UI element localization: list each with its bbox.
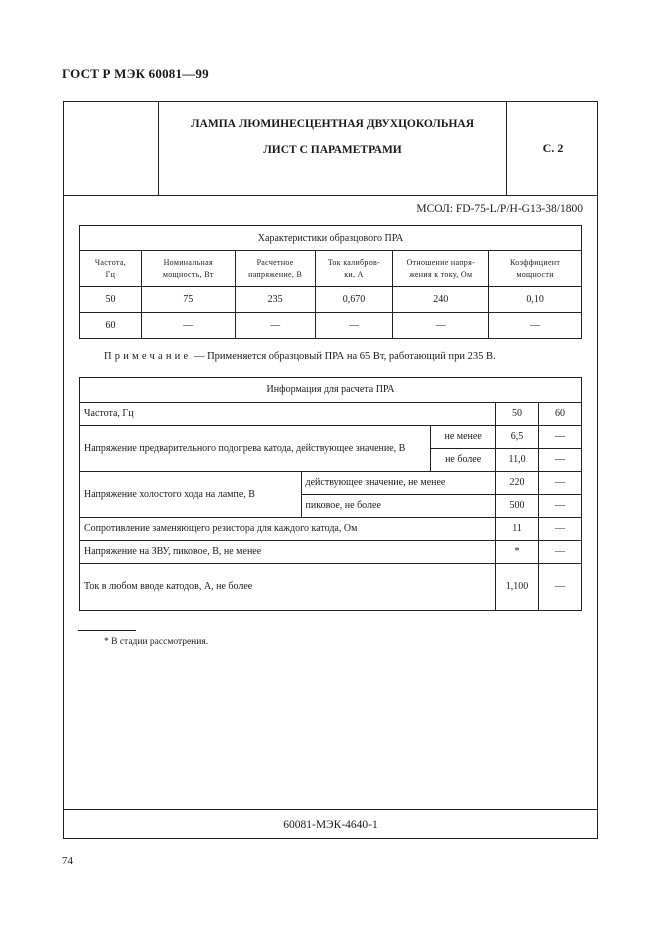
column-header: Расчетное напряжение, В [235,251,315,287]
table-note [104,351,496,362]
table-caption: Информация для расчета ПРА [80,378,582,403]
table-row: 50 75 235 0,670 240 0,10 [80,287,582,313]
column-header: Отношение напря- жения к току, Ом [393,251,489,287]
footnote-separator [78,630,136,631]
note-label: Примечание [104,351,192,362]
column-header: Частота, Гц [80,251,142,287]
note-text: — Применяется образцовый ПРА на 65 Вт, работающий при 235 В. [193,351,496,362]
table-row: не более 11,0 — [80,449,582,472]
sheet-footer-code: 60081-МЭК-4640-1 [283,819,378,831]
reference-ballast-table [79,225,582,339]
column-header: Номинальная мощность, Вт [141,251,235,287]
table-row: Напряжение холостого хода на лампе, В действующее значение, не менее 220 — [80,472,582,495]
footnote: * В стадии рассмотрения. [104,637,209,647]
sheet-subtitle: ЛИСТ С ПАРАМЕТРАМИ [263,144,402,156]
column-header: Коэффициент мощности [489,251,582,287]
standard-designation: ГОСТ Р МЭК 60081—99 [62,66,209,81]
table-row: 60 — — — — — [80,313,582,339]
sheet-page-label: С. 2 [542,141,564,155]
table-row: Ток в любом вводе катодов, А, не более 1,100 — [80,564,582,611]
ballast-calculation-table [79,377,582,611]
lamp-model-code: МСОЛ: FD-75-L/P/H-G13-38/1800 [416,203,583,215]
table-row: пиковое, не более 500 — [80,495,582,518]
table-row: Напряжение на ЗВУ, пиковое, В, не менее * — [80,541,582,564]
sheet-title: ЛАМПА ЛЮМИНЕСЦЕНТНАЯ ДВУХЦОКОЛЬНАЯ [190,118,475,130]
table-row: Напряжение предварительного подогрева катода, действующее значение, В не менее 6,5 — [80,426,582,449]
table-row: Частота, Гц 50 60 [80,403,582,426]
page-number: 74 [62,855,73,867]
table-row: Сопротивление заменяющего резистора для каждого катода, Ом 11 — [80,518,582,541]
table-caption: Характеристики образцового ПРА [80,226,582,251]
column-header: Ток калибров- ки, А [315,251,393,287]
